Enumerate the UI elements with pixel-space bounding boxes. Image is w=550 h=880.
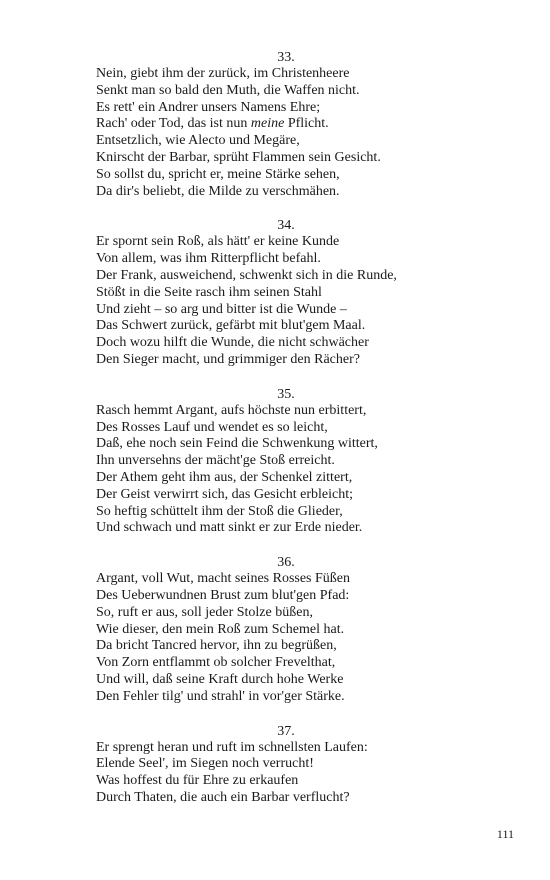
verse-line: Rasch hemmt Argant, aufs höchste nun erbittert, bbox=[96, 402, 367, 418]
verse-line: Und will, daß seine Kraft durch hohe Werke bbox=[96, 671, 344, 687]
stanza bbox=[96, 386, 476, 537]
verse-line: Knirscht der Barbar, sprüht Flammen sein Gesicht. bbox=[96, 149, 381, 165]
verse-line: Stößt in die Seite rasch ihm seinen Stahl bbox=[96, 284, 322, 300]
verse-line: Daß, ehe noch sein Feind die Schwenkung wittert, bbox=[96, 436, 378, 452]
stanza bbox=[96, 49, 476, 200]
verse-line: Senkt man so bald den Muth, die Waffen nicht. bbox=[96, 82, 360, 98]
stanza-number: 37. bbox=[277, 723, 295, 739]
verse-line: Des Ueberwundnen Brust zum blut'gen Pfad: bbox=[96, 587, 350, 603]
verse-line: Des Rosses Lauf und wendet es so leicht, bbox=[96, 419, 328, 435]
poem-text bbox=[96, 49, 476, 807]
verse-line: Und zieht – so arg und bitter ist die Wunde – bbox=[96, 301, 347, 317]
verse-line: Von allem, was ihm Ritterpflicht befahl. bbox=[96, 251, 321, 267]
verse-line: Wie dieser, den mein Roß zum Schemel hat. bbox=[96, 621, 345, 637]
verse-segment: Pflicht. bbox=[284, 116, 329, 132]
emphasized-word: meine bbox=[250, 116, 285, 132]
verse-line: Elende Seel', im Siegen noch verrucht! bbox=[96, 756, 314, 772]
verse-line: Argant, voll Wut, macht seines Rosses Füßen bbox=[96, 571, 351, 587]
verse-line: Er sprengt heran und ruft im schnellsten Laufen: bbox=[96, 739, 368, 755]
verse-line bbox=[96, 116, 476, 133]
verse-line: Ihn unversehns der mächt'ge Stoß erreicht. bbox=[96, 453, 335, 469]
verse-line: So heftig schüttelt ihm der Stoß die Glieder, bbox=[96, 503, 343, 519]
stanza bbox=[96, 723, 476, 807]
verse-line: Und schwach und matt sinkt er zur Erde nieder. bbox=[96, 520, 363, 536]
stanza-number: 35. bbox=[277, 386, 295, 402]
stanza-number: 34. bbox=[277, 218, 295, 234]
verse-line: Was hoffest du für Ehre zu erkaufen bbox=[96, 773, 299, 789]
verse-line: Entsetzlich, wie Alecto und Megäre, bbox=[96, 133, 300, 149]
verse-line: Er spornt sein Roß, als hätt' er keine Kunde bbox=[96, 234, 340, 250]
verse-line: So, ruft er aus, soll jeder Stolze büßen, bbox=[96, 604, 313, 620]
verse-line: Der Frank, ausweichend, schwenkt sich in die Runde, bbox=[96, 267, 397, 283]
verse-line: Der Athem geht ihm aus, der Schenkel zittert, bbox=[96, 469, 353, 485]
stanza-number: 33. bbox=[277, 50, 295, 65]
verse-line: Von Zorn entflammt ob solcher Frevelthat, bbox=[96, 655, 336, 671]
verse-line: Der Geist verwirrt sich, das Gesicht erbleicht; bbox=[96, 486, 353, 502]
verse-line: Es rett' ein Andrer unsers Namens Ehre; bbox=[96, 99, 321, 115]
verse-segment: Rach' oder Tod, das ist nun bbox=[96, 116, 251, 132]
stanza bbox=[96, 217, 476, 368]
verse-line: Doch wozu hilft die Wunde, die nicht schwächer bbox=[96, 335, 369, 351]
verse-line: Den Fehler tilg' und strahl' in vor'ger Stärke. bbox=[96, 688, 345, 704]
verse-line: Da bricht Tancred hervor, ihn zu begrüßen, bbox=[96, 638, 337, 654]
verse-line: So sollst du, spricht er, meine Stärke sehen, bbox=[96, 166, 340, 182]
verse-line: Da dir's beliebt, die Milde zu verschmähen. bbox=[96, 183, 340, 199]
verse-line: Durch Thaten, die auch ein Barbar verflucht? bbox=[96, 789, 350, 805]
stanza-number: 36. bbox=[277, 555, 295, 571]
stanza bbox=[96, 554, 476, 705]
verse-line: Das Schwert zurück, gefärbt mit blut'gem Maal. bbox=[96, 318, 366, 334]
verse-line: Den Sieger macht, und grimmiger den Rächer? bbox=[96, 351, 360, 367]
page-number: 111 bbox=[496, 827, 514, 841]
verse-line: Nein, giebt ihm der zurück, im Christenheere bbox=[96, 66, 350, 81]
